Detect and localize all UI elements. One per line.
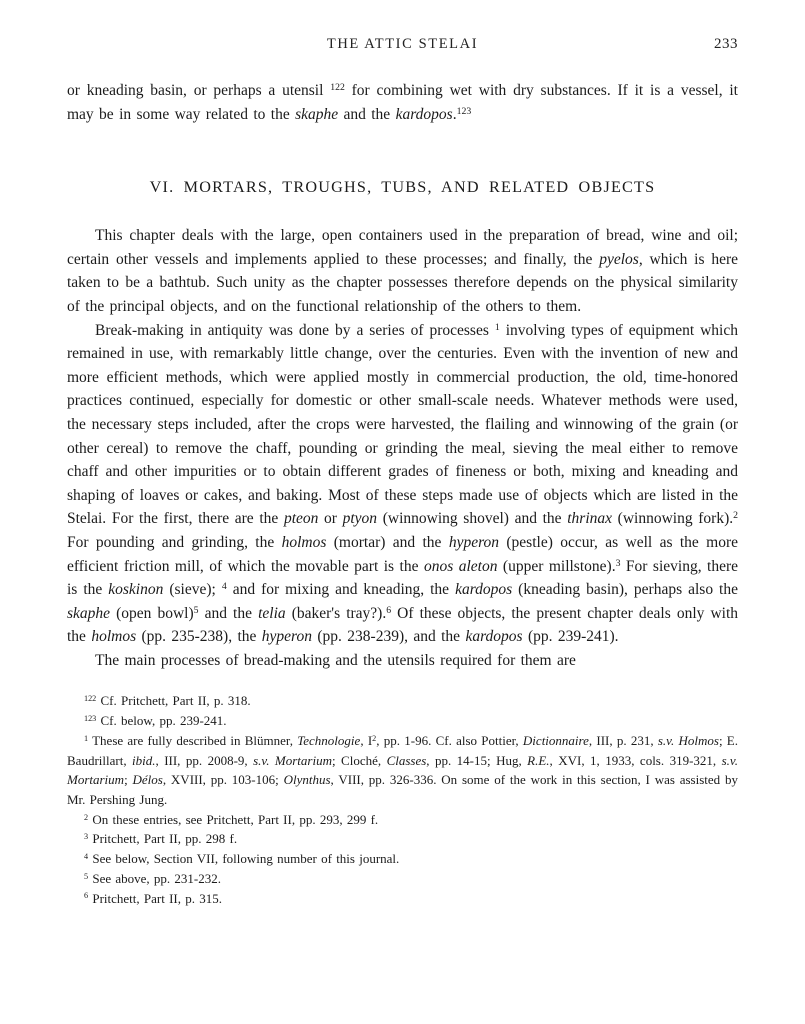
- text-run: , VIII, pp. 326-336. On some of the work in this section, I was assisted by Mr. Pershing Jung.: [67, 772, 738, 807]
- text-run: See above, pp. 231-232.: [88, 870, 221, 886]
- text-run: (upper millstone).: [497, 557, 616, 575]
- text-run: Pritchett, Part II, pp. 298 f.: [88, 831, 238, 847]
- italic-term: kardopos: [465, 628, 523, 646]
- intro-continuation: [67, 79, 738, 126]
- footnote: [67, 849, 738, 869]
- text-run: (open bowl): [110, 604, 194, 622]
- footnote-marker: 6: [386, 604, 392, 616]
- text-run: (sieve);: [163, 581, 222, 599]
- italic-term: ptyon: [342, 510, 378, 528]
- text-run: Of these objects, the present chapter deals only with the: [67, 604, 739, 646]
- text-run: Pritchett, Part II, p. 315.: [88, 890, 222, 906]
- italic-term: onos aleton: [423, 557, 498, 575]
- italic-term: kardopos: [455, 581, 513, 599]
- text-run: (pp. 235-238), the: [136, 628, 262, 646]
- footnote-marker: 5: [84, 871, 89, 881]
- text-run: Cf. Pritchett, Part II, p. 318.: [96, 693, 251, 709]
- footnote-marker: 2: [733, 510, 738, 522]
- text-run: , XVIII, pp. 103-106;: [162, 772, 284, 788]
- paragraph-list: [67, 224, 738, 672]
- text-run: , which is here taken to be a bathtub. Such unity as the chapter possesses therefore depends on the physical similarity of the principal objects, and on the functional relationship of the others to them.: [67, 250, 739, 315]
- text-run: ; Cloché,: [331, 752, 387, 768]
- text-run: or: [318, 510, 343, 528]
- italic-term: skaphe: [295, 105, 339, 123]
- italic-term: s.v. Holmos: [657, 732, 719, 748]
- text-run: , pp. 1-96. Cf. also Pottier,: [376, 732, 523, 748]
- text-run: On these entries, see Pritchett, Part II, pp. 293, 299 f.: [88, 811, 379, 827]
- text-run: (kneading basin), perhaps also the: [512, 581, 738, 599]
- running-title: THE ATTIC STELAI: [326, 36, 479, 52]
- text-run: Break-making in antiquity was done by a series of processes: [95, 321, 495, 339]
- italic-term: R.E.: [527, 752, 550, 768]
- footnote: [67, 691, 738, 711]
- text-run: See below, Section VII, following number of this journal.: [88, 851, 400, 867]
- footnote-marker: 3: [84, 832, 89, 842]
- text-run: or kneading basin, or perhaps a utensil: [67, 82, 331, 99]
- italic-term: skaphe: [67, 604, 111, 622]
- footnote: [67, 829, 738, 849]
- text-run: (pestle) occur, as well as the more efficient friction mill, of which the movable part is the: [67, 533, 738, 575]
- italic-term: Dictionnaire: [522, 732, 589, 748]
- section-heading: VI. MORTARS, TROUGHS, TUBS, AND RELATED OBJECTS: [149, 178, 656, 197]
- text-run: involving types of equipment which remained in use, with remarkably little change, over the centuries. Even with the invention of new and more efficient methods, which were applied mostly in commercial production, the old, time-honored practices continued, especially for domestic or other small-scale needs. Whatever methods were used, the necessary steps included, after the crops were harvested, the flailing and winnowing of the grain (or other cereal) to remove the chaff, pounding or grinding the meal, sieving the meal either to remove chaff and other impurities or to obtain different grades of fineness or both, mixing and kneading and shaping of loaves or cakes, and baking. Most of these steps made use of objects which are listed in the Stelai. For the first, there are the: [67, 321, 738, 528]
- italic-term: Classes: [386, 752, 427, 768]
- page-number: 233: [714, 36, 738, 52]
- italic-term: pteon: [283, 510, 319, 528]
- text-run: These are fully described in Blümner,: [88, 732, 298, 748]
- text-run: , XVI, 1, 1933, cols. 319-321,: [549, 752, 722, 768]
- italic-term: s.v. Mortarium: [253, 752, 332, 768]
- text-run: , I: [360, 732, 373, 748]
- footnote-marker: 122: [330, 82, 345, 94]
- footnote-marker: 1: [494, 321, 500, 333]
- text-run: (baker's tray?).: [285, 604, 387, 622]
- text-run: (mortar) and the: [326, 533, 449, 551]
- text-run: (winnowing shovel) and the: [377, 510, 568, 528]
- footnote-marker: 4: [221, 581, 227, 593]
- italic-term: thrinax: [567, 510, 613, 528]
- text-run: , III, pp. 2008-9,: [155, 752, 254, 768]
- italic-term: s.v. Mortarium: [67, 752, 738, 788]
- footnote: [67, 889, 738, 909]
- running-head: [67, 36, 738, 53]
- italic-term: koskinon: [108, 581, 164, 599]
- italic-term: hyperon: [448, 533, 500, 551]
- footnote: [67, 869, 738, 889]
- text-run: , III, p. 231,: [588, 732, 658, 748]
- italic-term: hyperon: [261, 628, 312, 646]
- italic-term: holmos: [281, 533, 327, 551]
- italic-term: telia: [258, 604, 286, 622]
- italic-term: Olynthus: [283, 772, 331, 788]
- text-run: This chapter deals with the large, open containers used in the preparation of bread, wine and oil; certain other vessels and implements applied to these processes; and finally, the: [67, 227, 738, 268]
- text-run: (pp. 239-241).: [522, 628, 619, 646]
- text-run: For sieving, there is the: [67, 557, 739, 599]
- footnote-marker: 122: [84, 694, 97, 704]
- text-run: The main processes of bread-making and the utensils required for them are: [95, 651, 576, 669]
- footnote-marker: 3: [615, 557, 621, 569]
- italic-term: holmos: [91, 628, 137, 646]
- footnote-list: [67, 691, 738, 908]
- intro-paragraph: [67, 79, 738, 126]
- text-run: and for mixing and kneading, the: [226, 581, 456, 599]
- footnote-marker: 6: [84, 891, 89, 901]
- footnote-marker: 5: [193, 604, 199, 616]
- italic-term: kardopos: [395, 105, 453, 123]
- footnote: [67, 711, 738, 731]
- text-run: ;: [124, 772, 133, 788]
- text-run: Cf. below, pp. 239-241.: [96, 713, 227, 729]
- body-paragraph: [67, 319, 738, 649]
- chapter-body: [67, 224, 738, 672]
- footnote-marker: 2: [372, 733, 377, 743]
- footnote: [67, 810, 738, 830]
- footnote-marker: 4: [84, 852, 89, 861]
- footnotes-section: [67, 691, 738, 908]
- italic-term: ibid.: [132, 752, 156, 768]
- footnote: [67, 731, 738, 810]
- body-paragraph: [67, 224, 738, 318]
- italic-term: Technologie: [297, 732, 361, 748]
- footnote-marker: 2: [84, 812, 89, 822]
- footnote-marker: 123: [84, 714, 97, 724]
- text-run: For pounding and grinding, the: [67, 533, 282, 551]
- text-run: (pp. 238-239), and the: [312, 628, 466, 646]
- footnote-marker: 123: [456, 105, 472, 117]
- body-paragraph: [67, 649, 738, 673]
- text-run: and the: [338, 105, 396, 123]
- text-run: and the: [198, 604, 259, 622]
- footnote-marker: 1: [84, 733, 89, 743]
- text-run: for combining wet with dry substances. If it is a vessel, it may be in some way related to the: [67, 82, 738, 123]
- text-run: .: [452, 105, 457, 123]
- text-run: ; E. Baudrillart,: [67, 732, 738, 768]
- text-run: , pp. 14-15; Hug,: [426, 752, 528, 768]
- italic-term: Délos: [132, 772, 163, 788]
- text-run: (winnowing fork).: [612, 510, 734, 528]
- italic-term: pyelos: [599, 250, 639, 268]
